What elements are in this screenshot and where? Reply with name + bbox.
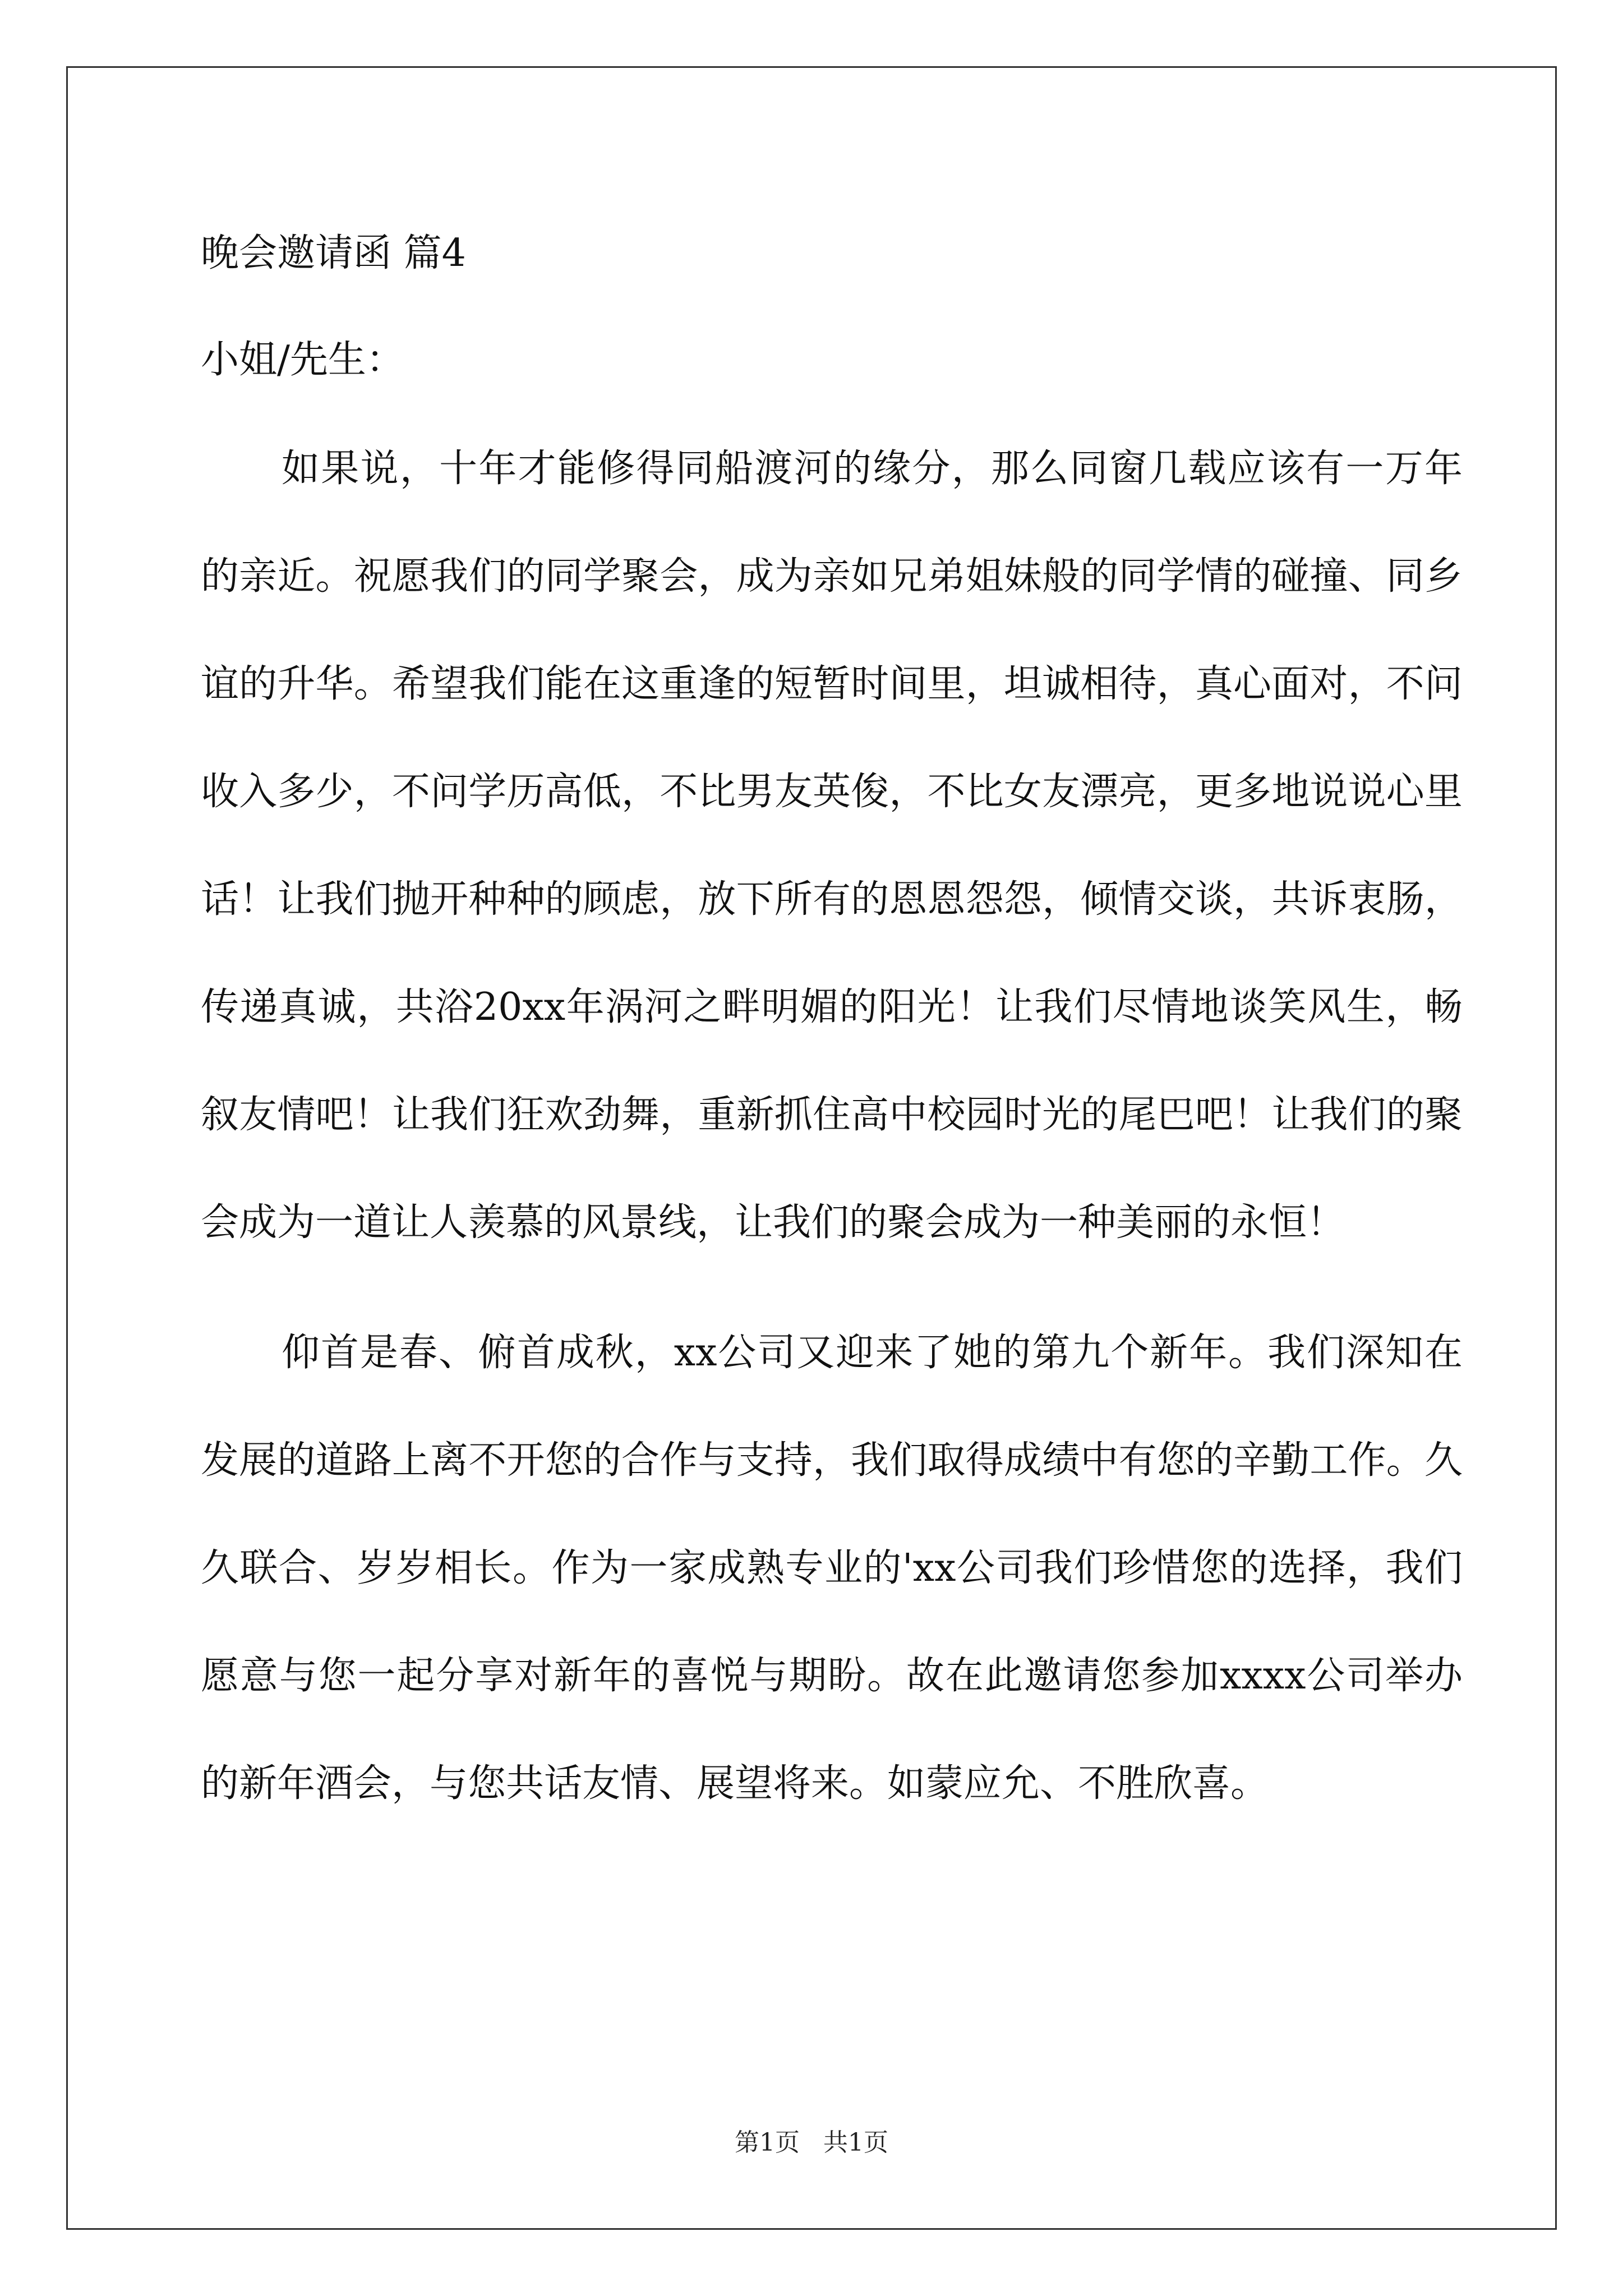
page-footer: 第1页 共1页 bbox=[735, 2128, 888, 2157]
salutation: 小姐/先生： bbox=[201, 338, 404, 382]
paragraph-new-year-invitation: 仰首是春、俯首成秋，xx公司又迎来了她的第九个新年。我们深知在发展的道路上离不开您的合作与支持，我们取得成绩中有您的辛勤工作。久久联合、岁岁相长。作为一家成熟专业的'xx公司我们珍惜您的选择，我们愿意与您一起分享对新年的喜悦与期盼。故在此邀请您参加xxxx公司举办的新年酒会，与您共话友情、展望将来。如蒙应允、不胜欣喜。 bbox=[201, 1331, 1463, 1806]
document-body bbox=[201, 219, 1463, 1838]
paragraph-reunion: 如果说，十年才能修得同船渡河的缘分，那么同窗几载应该有一万年的亲近。祝愿我们的同学聚会，成为亲如兄弟姐妹般的同学情的碰撞、同乡谊的升华。希望我们能在这重逢的短暂时间里，坦诚相待，真心面对，不问收入多少，不问学历高低，不比男友英俊，不比女友漂亮，更多地说说心里话！让我们抛开种种的顾虑，放下所有的恩恩怨怨，倾情交谈，共诉衷肠，传递真诚，共浴20xx年涡河之畔明媚的阳光！让我们尽情地谈笑风生，畅叙友情吧！让我们狂欢劲舞，重新抓住高中校园时光的尾巴吧！让我们的聚会成为一道让人羡慕的风景线，让我们的聚会成为一种美丽的永恒！ bbox=[201, 447, 1463, 1245]
document-title: 晚会邀请函 篇4 bbox=[201, 231, 466, 275]
